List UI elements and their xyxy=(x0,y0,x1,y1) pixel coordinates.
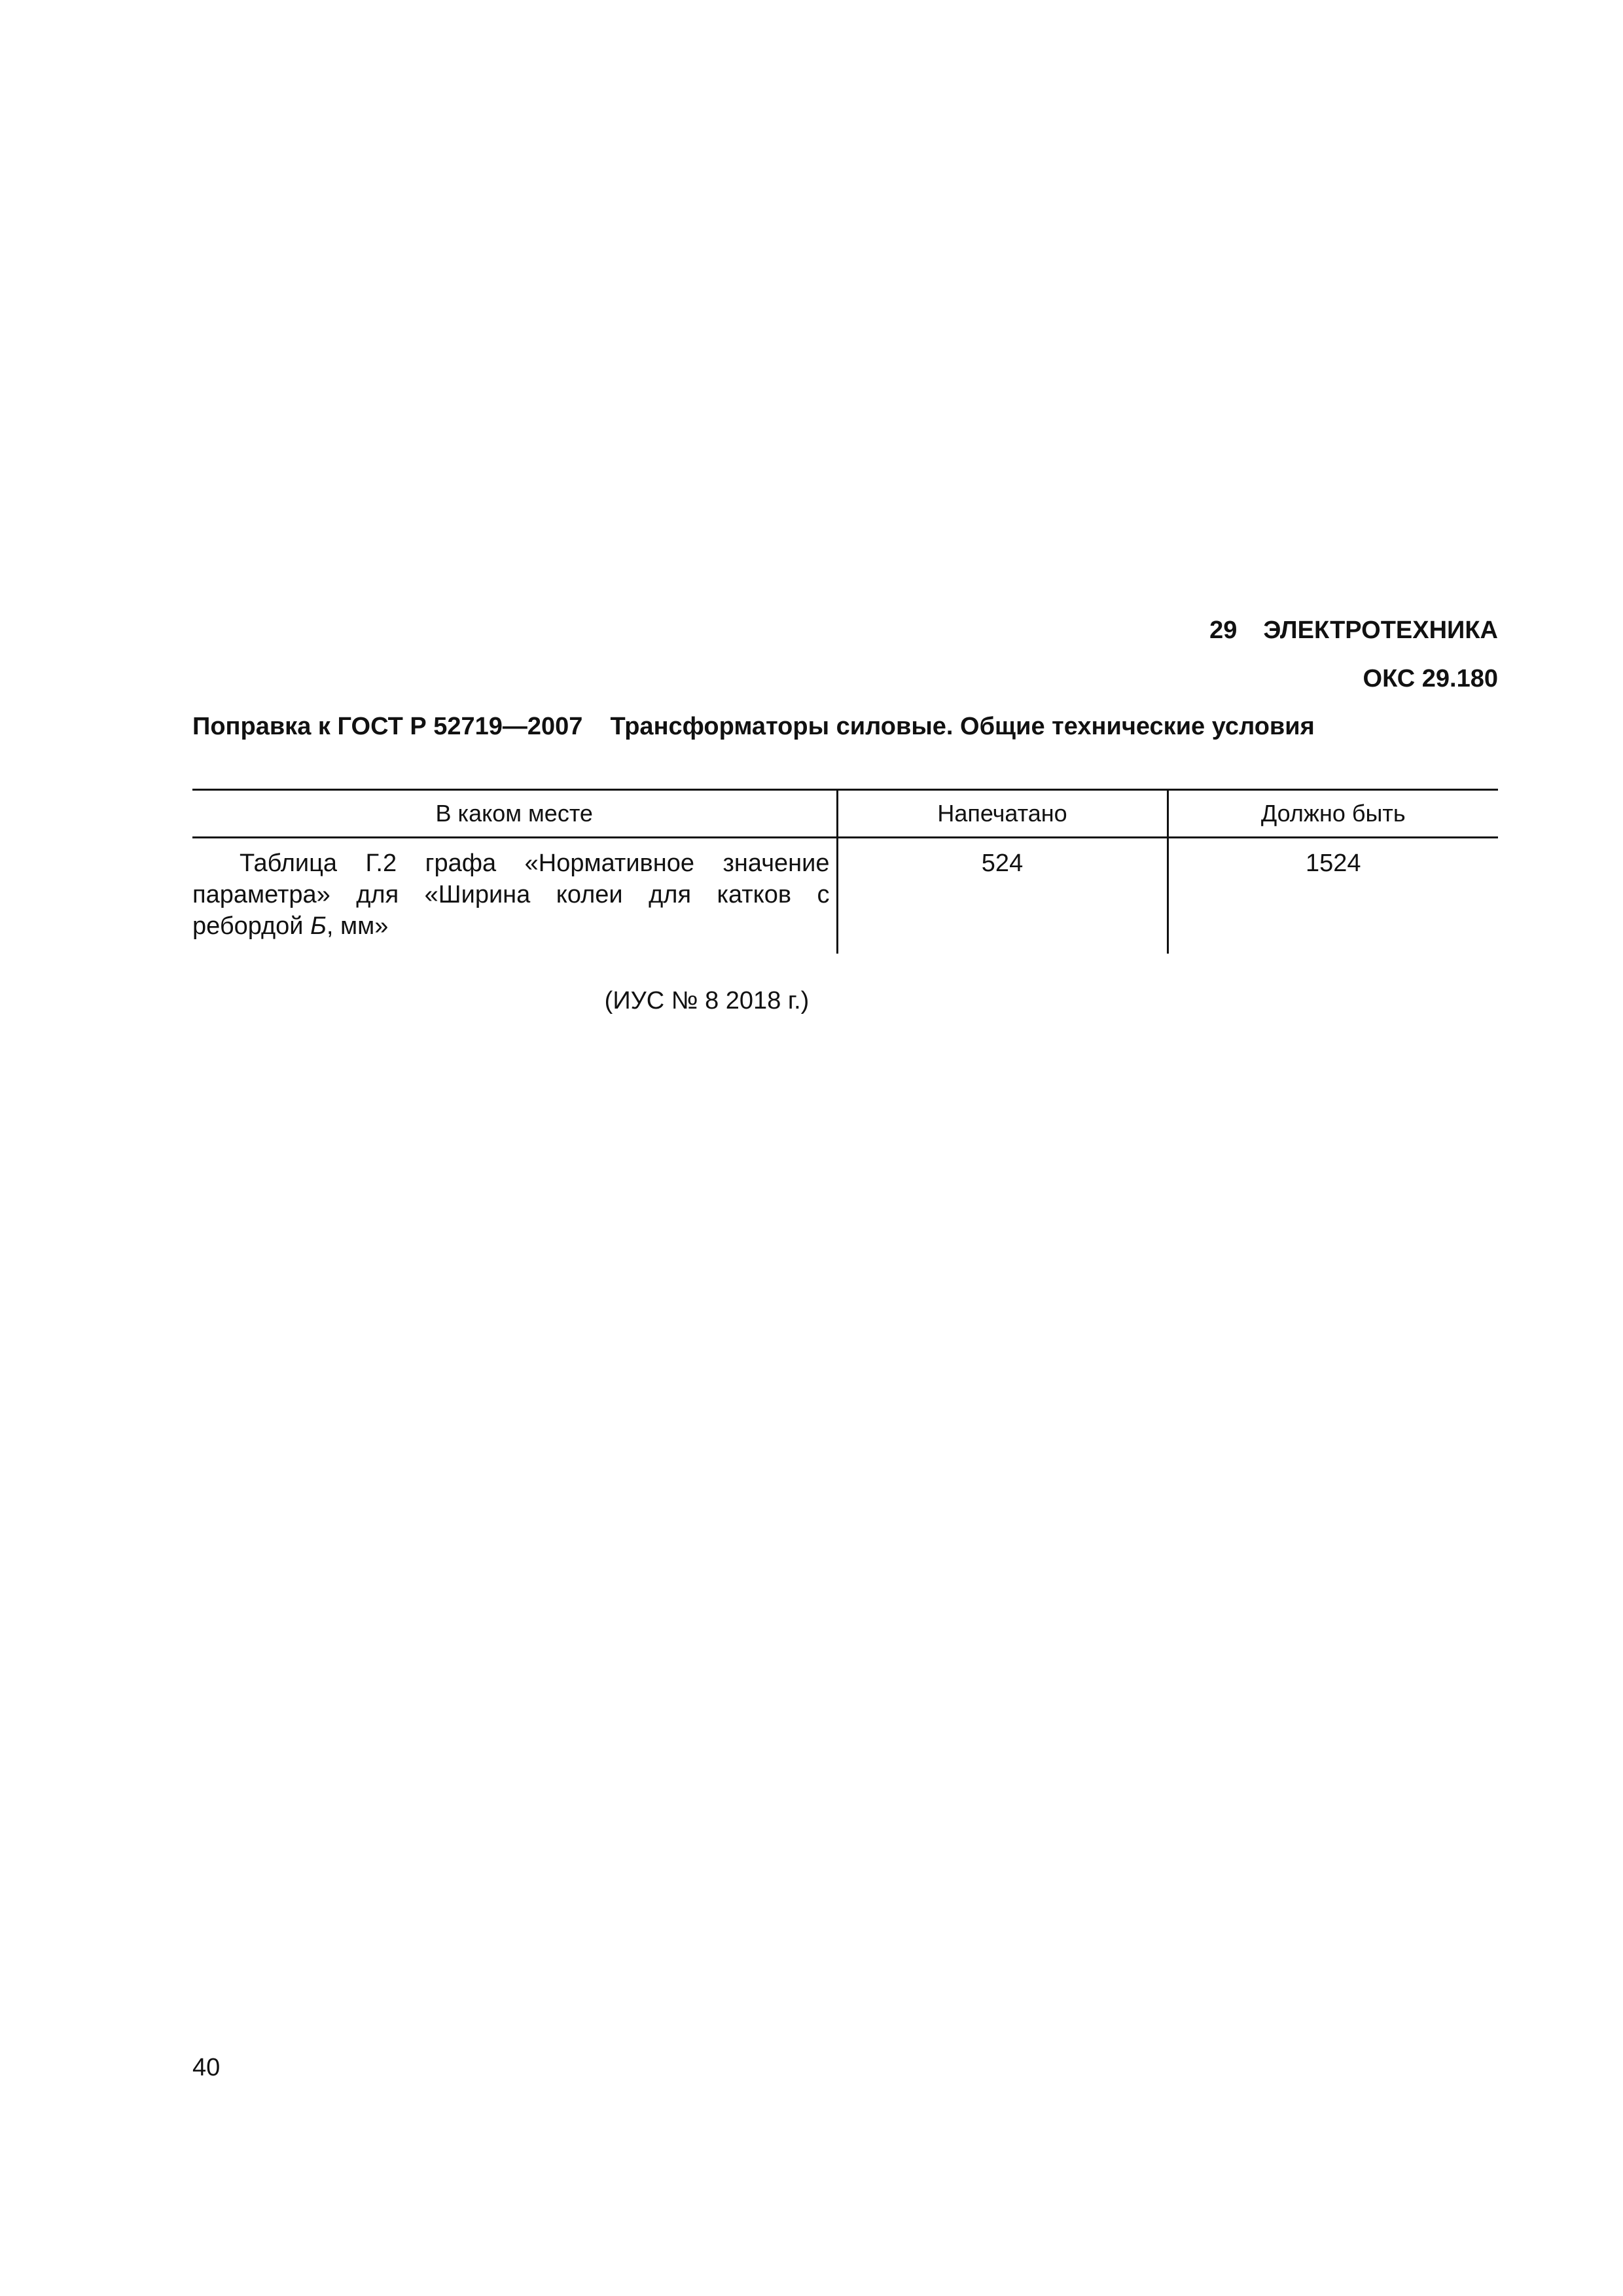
cell-where-suffix: , мм» xyxy=(326,912,389,940)
amendment-prefix: Поправка к ГОСТ Р 52719—2007 xyxy=(192,713,583,740)
source-note-text: (ИУС № 8 2018 г.) xyxy=(604,987,810,1014)
oks-code: ОКС 29.180 xyxy=(1363,665,1498,692)
header-where: В каком месте xyxy=(192,790,837,838)
header-printed: Напечатано xyxy=(837,790,1168,838)
source-note xyxy=(0,987,1623,1015)
corrections-table xyxy=(192,789,1498,954)
cell-printed: 524 xyxy=(837,838,1168,954)
cell-where-text: Таблица Г.2 графа «Нормативное значение параметра» для «Ширина колеи для катков с ребордой xyxy=(192,850,830,940)
cell-where-italic: Б xyxy=(310,912,327,940)
page-number: 40 xyxy=(192,2054,221,2081)
section-number: 29 xyxy=(1209,617,1238,644)
section-title: ЭЛЕКТРОТЕХНИКА xyxy=(1263,617,1498,644)
section-heading xyxy=(1209,617,1498,645)
cell-where xyxy=(192,838,837,954)
standard-name: Трансформаторы силовые. Общие технические условия xyxy=(610,713,1315,740)
table-row xyxy=(192,838,1498,954)
header-should-be: Должно быть xyxy=(1168,790,1498,838)
amendment-title xyxy=(192,713,1315,741)
corrections-table-wrapper xyxy=(192,789,1498,954)
table-header-row xyxy=(192,790,1498,838)
cell-should-be: 1524 xyxy=(1168,838,1498,954)
